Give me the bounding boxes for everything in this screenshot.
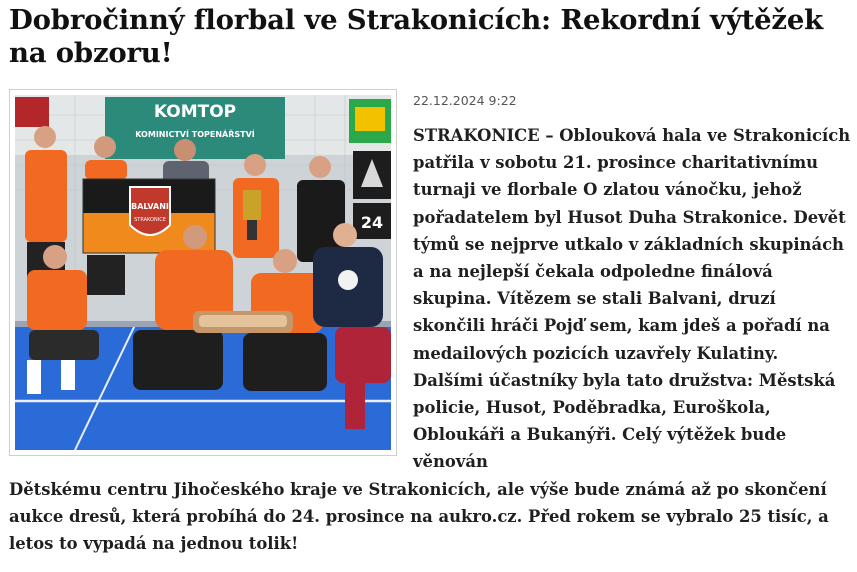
article-timestamp: 22.12.2024 9:22 [413,93,517,108]
side-sign-text: 24 [360,213,384,232]
article-headline: Dobročinný florbal ve Strakonicích: Rekordní výtěžek na obzoru! [9,4,823,69]
article-paragraph-part1: STRAKONICE – Oblouková hala ve Strakonicích patřila v sobotu 21. prosince charitativnímu turnaji ve florbale O zlatou vánočku, jehož pořadatelem byl Husot Duha Strakonice. Devět týmů se nejprve utkalo v základních skupinách a na nejlepší čekala odpoledne finálová skupina. Vítězem se stali Balvani, druzí skončili hráči Pojď sem, kam jdeš a pořadí na medailových pozicích uzavřely Kulatiny. Dalšími účastníky byla tato družstva: Městská policie, Husot, Poděbradka, Euroškola, Obloukáři a Bukanýři. Celý výtěžek bude věnován [413,126,851,472]
flag-subtext: STRAKONICE [134,217,166,223]
article-body [0,122,857,557]
photo-float-spacer [0,122,413,460]
article-text [0,122,857,557]
flag-text: BALVANI [131,202,169,211]
banner-text: KOMTOP [153,102,237,122]
banner-subtext: KOMINICTVÍ TOPENÁŘSTVÍ [135,130,255,139]
article-paragraph-part2: Dětskému centru Jihočeského kraje ve Strakonicích, ale výše bude známá až po skončení aukce dresů, která probíhá do 24. prosince na aukro.cz. Před rokem se vybralo 25 tisíc, a letos to vypadá na jednou tolik! [9,479,829,554]
